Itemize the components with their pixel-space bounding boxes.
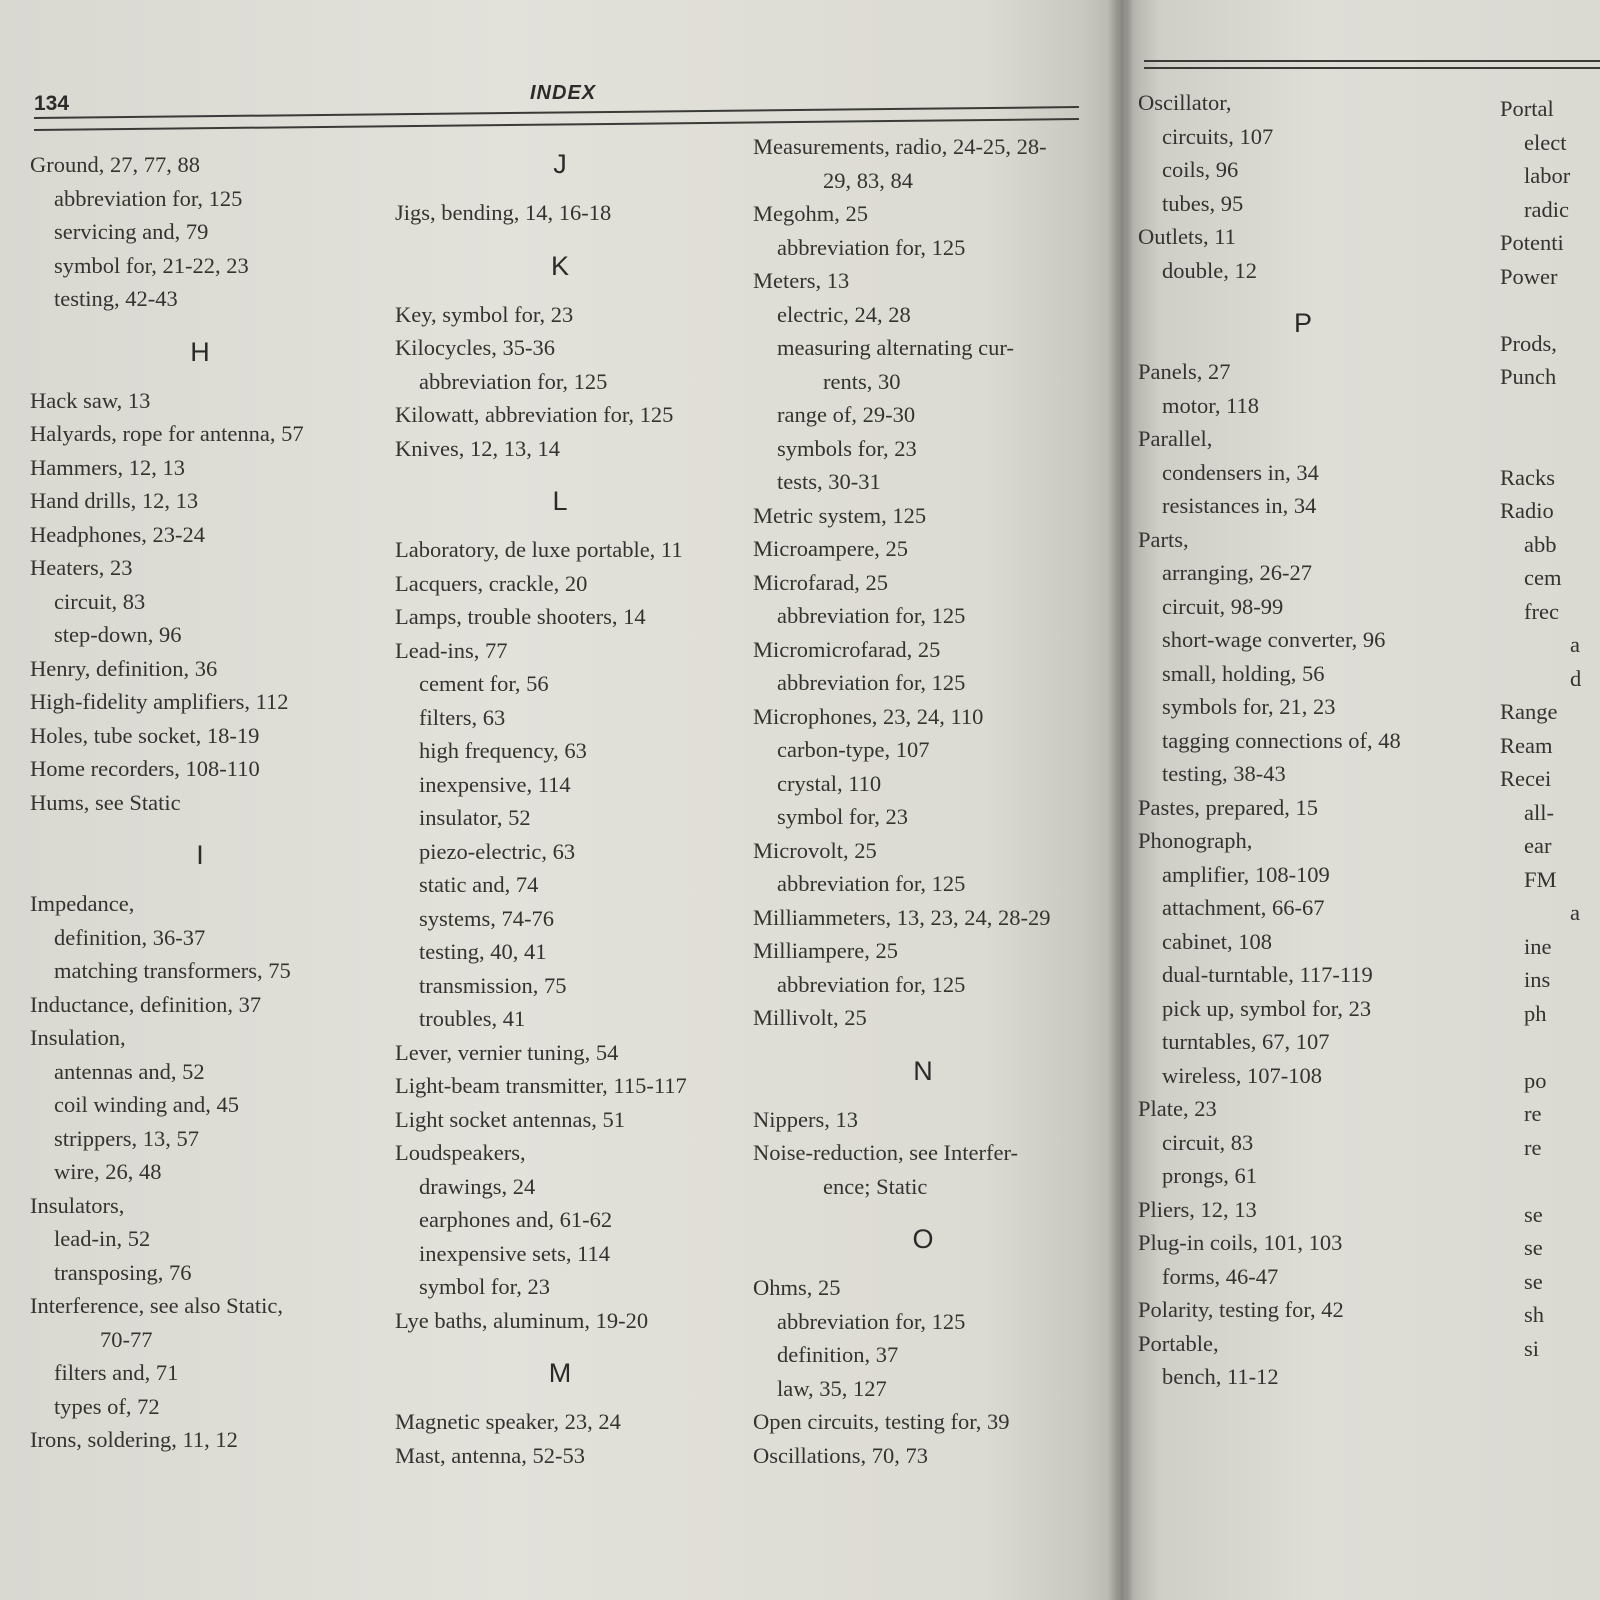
index-subentry: high frequency, 63	[419, 738, 587, 763]
blank-line	[1500, 1164, 1600, 1198]
index-subentry: symbols for, 21, 23	[1162, 694, 1336, 719]
index-entry-continuation: ence; Static	[823, 1173, 928, 1199]
index-entry: Racks	[1500, 464, 1555, 490]
index-subentry: all-	[1524, 799, 1554, 825]
index-column-3	[753, 130, 1093, 1472]
index-subentry: radic	[1524, 196, 1569, 222]
index-entry: Kilowatt, abbreviation for, 125	[395, 402, 674, 427]
index-column-5	[1500, 92, 1600, 1365]
section-letter: P	[1293, 308, 1312, 338]
index-entry: Oscillations, 70, 73	[753, 1442, 928, 1468]
index-entry: Knives, 12, 13, 14	[395, 435, 560, 461]
index-subentry: prongs, 61	[1162, 1163, 1257, 1188]
index-entry: Henry, definition, 36	[30, 655, 218, 681]
index-entry: Light-beam transmitter, 115-117	[395, 1073, 687, 1098]
index-entry: Headphones, 23-24	[30, 521, 205, 547]
index-entry-continuation: 29, 83, 84	[823, 167, 913, 193]
section-letter: H	[190, 336, 210, 367]
index-subentry: inexpensive, 114	[419, 771, 571, 797]
index-subentry: servicing and, 79	[54, 219, 209, 244]
index-subentry: insulator, 52	[419, 805, 531, 830]
index-subentry: FM	[1524, 866, 1557, 892]
index-entry: Metric system, 125	[753, 502, 927, 528]
index-subentry: abbreviation for, 125	[777, 670, 966, 695]
index-entry: Measurements, radio, 24-25, 28-	[753, 134, 1047, 159]
index-entry: Laboratory, de luxe portable, 11	[395, 537, 683, 562]
index-subentry: antennas and, 52	[54, 1058, 205, 1084]
index-entry: Heaters, 23	[30, 555, 133, 580]
index-entry: Lead-ins, 77	[395, 637, 508, 663]
index-entry: Insulators,	[30, 1192, 125, 1218]
index-subentry: double, 12	[1162, 257, 1257, 283]
index-entry: Lever, vernier tuning, 54	[395, 1039, 619, 1065]
index-subentry: re	[1524, 1101, 1542, 1126]
index-entry: Oscillator,	[1138, 90, 1232, 115]
index-entry: Magnetic speaker, 23, 24	[395, 1409, 621, 1434]
index-subentry: transmission, 75	[419, 972, 567, 998]
index-subentry: se	[1524, 1235, 1543, 1260]
index-subentry: testing, 42-43	[54, 286, 178, 311]
index-entry: Micromicrofarad, 25	[753, 636, 941, 662]
index-entry: Polarity, testing for, 42	[1138, 1297, 1344, 1322]
index-subentry: abbreviation for, 125	[419, 368, 608, 394]
index-subentry: symbol for, 23	[777, 804, 908, 829]
index-subentry: symbol for, 21-22, 23	[54, 252, 249, 278]
index-subentry: troubles, 41	[419, 1006, 526, 1031]
index-subentry: short-wage converter, 96	[1162, 627, 1386, 652]
index-subentry: symbols for, 23	[777, 435, 917, 461]
index-subentry: amplifier, 108-109	[1162, 861, 1330, 887]
index-subentry: step-down, 96	[54, 622, 182, 647]
index-subentry: systems, 74-76	[419, 905, 554, 931]
header-rule-right-top	[1144, 60, 1600, 62]
index-subentry: abbreviation for, 125	[777, 603, 966, 628]
index-subentry: wire, 26, 48	[54, 1159, 162, 1184]
index-subentry: piezo-electric, 63	[419, 838, 576, 864]
index-subentry: po	[1524, 1067, 1547, 1093]
index-subentry: arranging, 26-27	[1162, 560, 1312, 585]
index-subentry: circuit, 83	[54, 588, 146, 614]
index-entry: Loudspeakers,	[395, 1140, 526, 1165]
index-entry: Ream	[1500, 732, 1553, 758]
index-subentry: attachment, 66-67	[1162, 895, 1325, 920]
index-subentry: si	[1524, 1335, 1540, 1361]
index-subentry: testing, 40, 41	[419, 939, 547, 964]
index-subentry: abbreviation for, 125	[777, 234, 966, 260]
index-entry: Phonograph,	[1138, 828, 1253, 853]
index-entry: Pastes, prepared, 15	[1138, 794, 1318, 820]
index-subentry: small, holding, 56	[1162, 660, 1325, 686]
index-subentry: lead-in, 52	[54, 1226, 151, 1251]
index-subentry: dual-turntable, 117-119	[1162, 962, 1373, 987]
index-subentry: earphones and, 61-62	[419, 1207, 613, 1232]
index-subentry: definition, 36-37	[54, 924, 206, 950]
section-letter: N	[913, 1055, 933, 1086]
index-subentry: turntables, 67, 107	[1162, 1029, 1330, 1054]
index-subentry: tests, 30-31	[777, 469, 881, 494]
index-subentry: circuit, 98-99	[1162, 593, 1284, 619]
index-entry: Key, symbol for, 23	[395, 301, 574, 327]
index-entry: Mast, antenna, 52-53	[395, 1442, 585, 1468]
index-subentry: strippers, 13, 57	[54, 1125, 199, 1151]
index-entry: Microampere, 25	[753, 536, 908, 561]
index-entry: Ground, 27, 77, 88	[30, 152, 200, 177]
index-entry: Megohm, 25	[753, 201, 868, 226]
index-subentry: inexpensive sets, 114	[419, 1240, 611, 1266]
index-entry: Halyards, rope for antenna, 57	[30, 421, 304, 446]
index-entry: Jigs, bending, 14, 16-18	[395, 200, 612, 225]
index-entry: Millivolt, 25	[753, 1005, 867, 1030]
index-entry: Inductance, definition, 37	[30, 991, 262, 1017]
index-entry: Lye baths, aluminum, 19-20	[395, 1307, 649, 1333]
index-entry: Milliampere, 25	[753, 938, 898, 963]
index-entry: Potenti	[1500, 230, 1564, 255]
index-subentry: abbreviation for, 125	[777, 871, 966, 896]
index-subentry: coil winding and, 45	[54, 1092, 239, 1117]
index-subentry: static and, 74	[419, 872, 539, 897]
index-entry: Light socket antennas, 51	[395, 1106, 625, 1132]
index-subentry: ear	[1524, 833, 1552, 858]
index-entry: Lacquers, crackle, 20	[395, 570, 588, 596]
index-column-4	[1138, 86, 1468, 1394]
index-subentry: ine	[1524, 933, 1552, 959]
index-entry: High-fidelity amplifiers, 112	[30, 689, 289, 714]
index-entry: Microfarad, 25	[753, 569, 888, 595]
index-subentry: definition, 37	[777, 1342, 899, 1367]
blank-line	[1500, 1030, 1600, 1064]
index-entry: Plate, 23	[1138, 1096, 1217, 1121]
index-entry: Milliammeters, 13, 23, 24, 28-29	[753, 904, 1051, 930]
section-letter: K	[550, 250, 569, 281]
index-subentry: abb	[1524, 531, 1557, 557]
index-subentry: electric, 24, 28	[777, 301, 911, 327]
index-entry: Portable,	[1138, 1330, 1219, 1356]
index-entry: Radio	[1500, 498, 1554, 523]
index-entry-continuation: rents, 30	[823, 368, 901, 394]
index-entry: Insulation,	[30, 1025, 126, 1050]
index-entry: Parallel,	[1138, 426, 1213, 451]
index-subentry: cabinet, 108	[1162, 928, 1272, 954]
blank-line	[1500, 427, 1600, 461]
index-entry: Power	[1500, 263, 1558, 289]
index-subentry: abbreviation for, 125	[777, 1308, 966, 1334]
index-entry: Recei	[1500, 766, 1552, 791]
index-entry: Hand drills, 12, 13	[30, 488, 199, 513]
index-entry: Kilocycles, 35-36	[395, 335, 555, 360]
index-subentry: bench, 11-12	[1162, 1364, 1279, 1389]
index-subentry: se	[1524, 1268, 1543, 1294]
index-subentry: elect	[1524, 129, 1567, 155]
index-entry: Hammers, 12, 13	[30, 454, 185, 480]
index-entry: Parts,	[1138, 526, 1189, 552]
index-entry: Lamps, trouble shooters, 14	[395, 604, 646, 629]
index-subentry: testing, 38-43	[1162, 761, 1286, 786]
index-subentry: range of, 29-30	[777, 402, 916, 427]
index-subentry: crystal, 110	[777, 770, 882, 796]
index-subentry: types of, 72	[54, 1393, 160, 1419]
index-subentry: cement for, 56	[419, 671, 549, 696]
page-number: 134	[34, 92, 70, 115]
index-subentry: ins	[1524, 967, 1551, 992]
index-entry: Outlets, 11	[1138, 224, 1236, 249]
index-entry: Nippers, 13	[753, 1106, 858, 1132]
index-subentry: matching transformers, 75	[54, 958, 291, 983]
header-rule-right-bottom	[1144, 67, 1600, 69]
section-letter: J	[553, 149, 567, 179]
index-subentry: forms, 46-47	[1162, 1263, 1279, 1289]
index-entry: Microvolt, 25	[753, 837, 877, 863]
index-subentry: pick up, symbol for, 23	[1162, 995, 1372, 1021]
section-letter: L	[552, 486, 568, 516]
index-subentry: abbreviation for, 125	[777, 971, 966, 997]
index-entry: Impedance,	[30, 891, 135, 916]
index-entry: Holes, tube socket, 18-19	[30, 722, 260, 748]
index-entry: Meters, 13	[753, 268, 850, 293]
index-entry: Range	[1500, 699, 1558, 724]
index-column-1	[30, 148, 370, 1457]
index-subentry: carbon-type, 107	[777, 737, 930, 762]
index-subentry: law, 35, 127	[777, 1375, 887, 1401]
index-subentry: abbreviation for, 125	[54, 185, 243, 211]
index-entry: Irons, soldering, 11, 12	[30, 1427, 238, 1452]
running-title: INDEX	[530, 82, 597, 104]
index-entry: Pliers, 12, 13	[1138, 1196, 1257, 1222]
index-subentry: sh	[1524, 1302, 1545, 1327]
index-subentry: transposing, 76	[54, 1259, 192, 1285]
index-subentry: cem	[1524, 565, 1562, 590]
index-subentry: circuit, 83	[1162, 1129, 1254, 1155]
index-entry: Portal	[1500, 96, 1554, 121]
index-subentry: filters and, 71	[54, 1360, 179, 1385]
section-letter: M	[548, 1358, 572, 1388]
section-letter: O	[912, 1224, 934, 1254]
index-column-2	[395, 128, 725, 1472]
index-entry-continuation: a	[1570, 632, 1580, 657]
index-entry: Hack saw, 13	[30, 387, 151, 413]
blank-line	[1500, 394, 1600, 428]
index-subentry: coils, 96	[1162, 157, 1239, 182]
index-subentry: labor	[1524, 163, 1571, 188]
index-entry: Noise-reduction, see Interfer-	[753, 1140, 1019, 1165]
index-entry: Plug-in coils, 101, 103	[1138, 1230, 1343, 1255]
index-subentry: measuring alternating cur-	[777, 335, 1014, 360]
index-subentry: tubes, 95	[1162, 190, 1244, 216]
book-gutter	[1108, 0, 1134, 1600]
index-entry: Microphones, 23, 24, 110	[753, 703, 984, 729]
index-subentry: drawings, 24	[419, 1173, 536, 1199]
index-subentry: wireless, 107-108	[1162, 1062, 1322, 1088]
section-letter: I	[196, 840, 204, 870]
index-subentry: motor, 118	[1162, 392, 1260, 418]
index-subentry: frec	[1524, 598, 1559, 624]
index-subentry: tagging connections of, 48	[1162, 727, 1401, 753]
index-subentry: se	[1524, 1201, 1543, 1227]
blank-line	[1500, 293, 1600, 327]
index-entry-continuation: d	[1570, 665, 1582, 691]
index-subentry: re	[1524, 1134, 1542, 1160]
index-entry: Open circuits, testing for, 39	[753, 1409, 1010, 1434]
index-subentry: condensers in, 34	[1162, 459, 1319, 485]
index-entry: Interference, see also Static,	[30, 1293, 283, 1318]
index-entry-continuation: a	[1570, 900, 1580, 925]
index-entry-continuation: 70-77	[100, 1326, 153, 1352]
index-entry: Prods,	[1500, 330, 1557, 356]
index-subentry: resistances in, 34	[1162, 493, 1317, 518]
index-entry: Ohms, 25	[753, 1275, 841, 1300]
index-subentry: filters, 63	[419, 704, 506, 730]
index-entry: Home recorders, 108-110	[30, 756, 260, 781]
index-entry: Punch	[1500, 364, 1557, 389]
index-entry: Hums, see Static	[30, 789, 181, 815]
index-subentry: symbol for, 23	[419, 1274, 550, 1299]
index-subentry: circuits, 107	[1162, 123, 1274, 149]
index-entry: Panels, 27	[1138, 359, 1231, 384]
index-subentry: ph	[1524, 1000, 1547, 1026]
